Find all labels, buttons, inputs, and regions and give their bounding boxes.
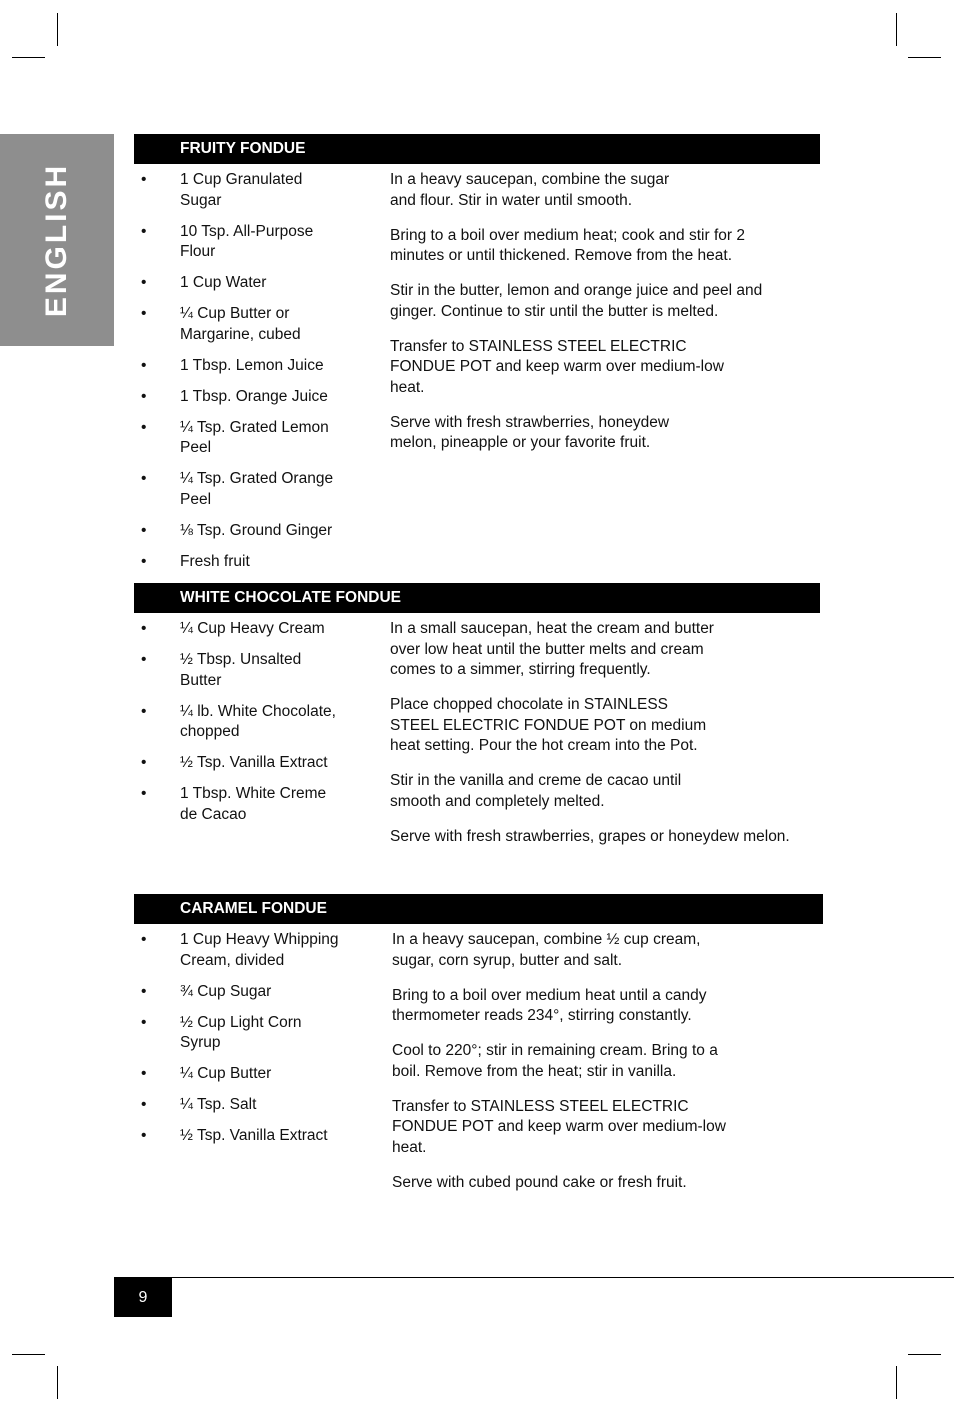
instruction-paragraph: Transfer to STAINLESS STEEL ELECTRIC FONDUE POT and keep warm over medium-low heat. [392, 1097, 726, 1156]
list-item: • ¼ lb. White Chocolate, chopped [141, 702, 336, 740]
section-header-caramel-fondue [134, 894, 823, 924]
instruction-paragraph: Serve with cubed pound cake or fresh fruit. [392, 1173, 687, 1191]
page-number-box [114, 1278, 172, 1317]
list-item: • ¼ Cup Heavy Cream [141, 620, 325, 637]
crop-mark [908, 57, 941, 58]
ingredient-list-caramel [134, 930, 344, 1157]
instruction-paragraph: Bring to a boil over medium heat; cook and stir for 2 minutes or until thickened. Remove from the heat. [390, 226, 745, 264]
crop-mark [57, 1366, 58, 1399]
instruction-paragraph: Cool to 220°; stir in remaining cream. Bring to a boil. Remove from the heat; stir in vanilla. [392, 1042, 718, 1080]
list-item: • 1 Cup Water [141, 274, 267, 291]
list-item: • 1 Cup Granulated Sugar [141, 171, 303, 209]
instruction-paragraph: Place chopped chocolate in STAINLESS STEEL ELECTRIC FONDUE POT on medium heat setting. Pour the hot cream into the Pot. [390, 696, 707, 754]
language-tab-label: ENGLISH [39, 162, 73, 318]
list-item: • 10 Tsp. All-Purpose Flour [141, 222, 314, 260]
crop-mark [908, 1354, 941, 1355]
instructions-caramel [392, 930, 737, 1208]
instruction-paragraph: Bring to a boil over medium heat until a candy thermometer reads 234°, stirring constantly. [392, 986, 707, 1024]
instructions-white-chocolate [390, 619, 810, 862]
list-item: • ¾ Cup Sugar [141, 982, 272, 1000]
section-title: WHITE CHOCOLATE FONDUE [180, 589, 402, 606]
instruction-paragraph: Serve with fresh strawberries, honeydew melon, pineapple or your favorite fruit. [390, 413, 670, 451]
list-item: • ¼ Tsp. Salt [141, 1096, 257, 1113]
list-item: • ¼ Cup Butter [141, 1065, 272, 1082]
crop-mark [12, 57, 45, 58]
instruction-paragraph: Serve with fresh strawberries, grapes or honeydew melon. [390, 827, 790, 845]
ingredient-list-white-chocolate [134, 619, 344, 836]
list-item: • ½ Tsp. Vanilla Extract [141, 1127, 328, 1144]
list-item: • 1 Cup Heavy Whipping Cream, divided [141, 931, 339, 969]
instructions-fruity [390, 170, 785, 468]
instruction-paragraph: In a heavy saucepan, combine ½ cup cream, sugar, corn syrup, butter and salt. [392, 931, 701, 969]
list-item: • ¼ Tsp. Grated Lemon Peel [141, 418, 329, 456]
crop-mark [896, 13, 897, 46]
crop-mark [57, 13, 58, 46]
language-tab [0, 134, 114, 346]
list-item: • ½ Cup Light Corn Syrup [141, 1013, 302, 1051]
instruction-paragraph: In a small saucepan, heat the cream and butter over low heat until the butter melts and cream comes to a simmer, stirring frequently. [390, 620, 714, 678]
footer-rule [114, 1277, 954, 1278]
list-item: • 1 Tbsp. Lemon Juice [141, 356, 324, 374]
section-title: FRUITY FONDUE [180, 140, 306, 157]
section-header-fruity-fondue [134, 134, 820, 164]
list-item: • ⅛ Tsp. Ground Ginger [141, 521, 333, 539]
list-item: • ¼ Cup Butter or Margarine, cubed [141, 305, 301, 343]
ingredient-list-fruity [134, 170, 344, 583]
list-item: • Fresh fruit [141, 552, 250, 570]
list-item: • 1 Tbsp. Orange Juice [141, 387, 328, 405]
instruction-paragraph: Stir in the butter, lemon and orange juice and peel and ginger. Continue to stir until the butter is melted. [390, 282, 763, 320]
crop-mark [896, 1366, 897, 1399]
instruction-paragraph: In a heavy saucepan, combine the sugar and flour. Stir in water until smooth. [390, 171, 670, 209]
instruction-paragraph: Stir in the vanilla and creme de cacao until smooth and completely melted. [390, 772, 682, 810]
list-item: • 1 Tbsp. White Creme de Cacao [141, 785, 327, 823]
section-header-white-chocolate-fondue [134, 583, 820, 613]
list-item: • ½ Tsp. Vanilla Extract [141, 754, 328, 771]
list-item: • ¼ Tsp. Grated Orange Peel [141, 470, 334, 508]
crop-mark [12, 1354, 45, 1355]
section-title: CARAMEL FONDUE [180, 900, 327, 917]
page-number: 9 [138, 1289, 148, 1306]
instruction-paragraph: Transfer to STAINLESS STEEL ELECTRIC FONDUE POT and keep warm over medium-low heat. [390, 337, 724, 396]
list-item: • ½ Tbsp. Unsalted Butter [141, 651, 302, 689]
